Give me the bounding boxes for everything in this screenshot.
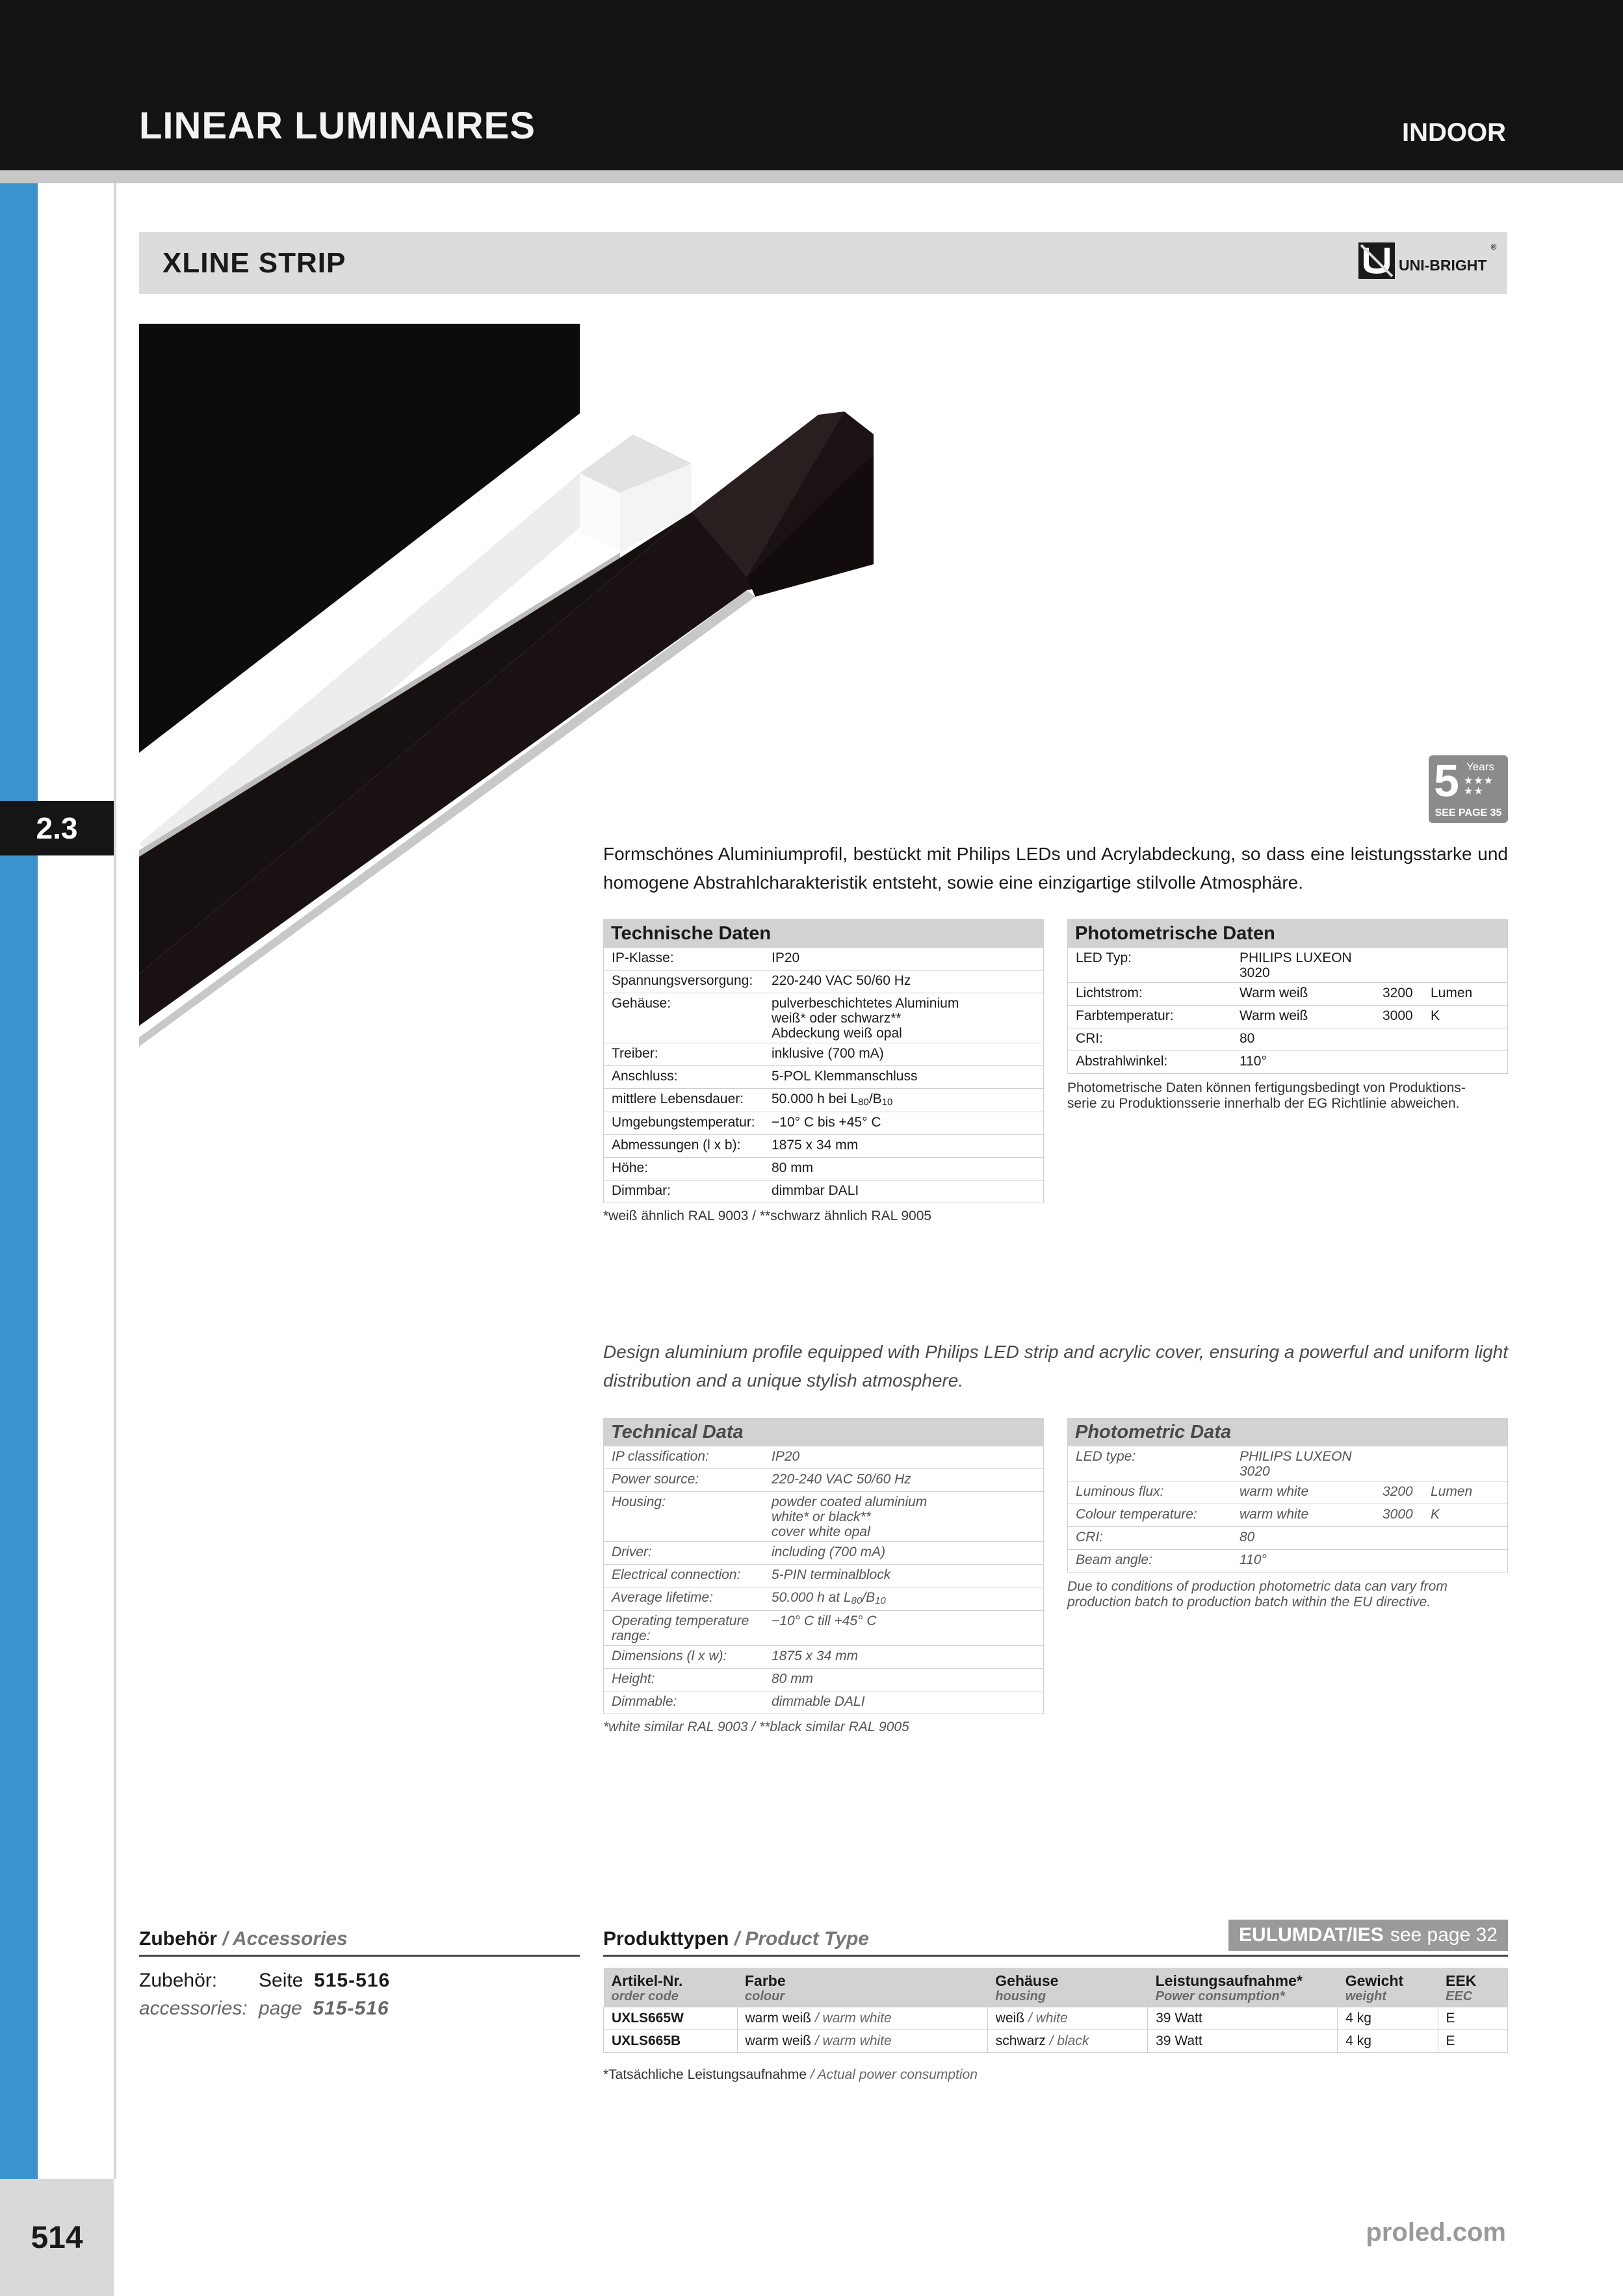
spec-row xyxy=(603,1135,1044,1158)
spec-value: powder coated aluminium white* or black** cover white opal xyxy=(772,1494,928,1539)
spec-value-sub: 80 xyxy=(851,1595,863,1606)
colour-cell xyxy=(737,2007,987,2030)
accessories-page-word-de: Seite xyxy=(259,1970,304,1991)
column-header-en: Power consumption* xyxy=(1155,1989,1285,2003)
photometric-row xyxy=(1067,1006,1508,1028)
photometric-unit: Lumen xyxy=(1431,985,1473,1000)
photometric-value: warm white xyxy=(1240,1484,1309,1499)
photometric-label: CRI: xyxy=(1076,1530,1103,1545)
photometric-amount xyxy=(1383,1507,1507,1524)
spec-row xyxy=(603,1181,1044,1203)
spec-row xyxy=(603,1542,1044,1565)
photometric-value: 80 xyxy=(1240,1031,1255,1046)
accessories-heading-en: / Accessories xyxy=(222,1928,348,1950)
accessories-page-range-en: 515-516 xyxy=(313,1998,389,2019)
photometric-unit: K xyxy=(1431,1507,1440,1522)
column-header xyxy=(604,1968,738,2007)
warranty-see-page[interactable]: SEE PAGE 35 xyxy=(1435,807,1502,818)
photometric-amount xyxy=(1383,985,1507,1003)
colour-en: / warm white xyxy=(814,2011,892,2026)
uni-bright-logo-icon xyxy=(1358,242,1395,279)
spec-row xyxy=(603,1669,1044,1691)
photometric-value: warm white xyxy=(1240,1507,1309,1522)
colour-de: warm weiß xyxy=(745,2011,812,2026)
accessories-heading xyxy=(139,1928,348,1950)
spec-value: 5-PIN terminalblock xyxy=(772,1567,891,1582)
website-link[interactable]: proled.com xyxy=(1366,2218,1506,2247)
spec-value-mid: /B xyxy=(862,1590,876,1605)
photometric-number: 3200 xyxy=(1383,1484,1413,1499)
accessories-link-en[interactable] xyxy=(259,1998,389,2020)
accessories-page-range-de: 515-516 xyxy=(314,1970,391,1991)
photometric-unit: Lumen xyxy=(1431,1484,1473,1499)
eulumdat-page: see page 32 xyxy=(1390,1924,1498,1946)
technical-data-table-en xyxy=(603,1418,1044,1735)
column-header-en: housing xyxy=(995,1989,1046,2003)
power-cell: 39 Watt xyxy=(1148,2030,1338,2053)
spec-row xyxy=(603,1089,1044,1112)
spec-value: 220-240 VAC 50/60 Hz xyxy=(772,1472,911,1487)
spec-label: IP classification: xyxy=(612,1449,709,1464)
spec-value: including (700 mA) xyxy=(772,1545,886,1559)
spec-label: Anschluss: xyxy=(612,1069,678,1084)
photometric-row xyxy=(1067,1504,1508,1527)
spec-label: Driver: xyxy=(612,1545,652,1559)
spec-label: Gehäuse: xyxy=(612,996,671,1011)
section-tab[interactable]: 2.3 xyxy=(0,801,114,855)
spec-value: IP20 xyxy=(772,950,800,965)
photometric-unit: K xyxy=(1431,1008,1440,1023)
photometric-number: 3200 xyxy=(1383,985,1413,1000)
spec-value-mid: /B xyxy=(868,1091,882,1106)
table-title: Technical Data xyxy=(603,1418,1044,1446)
table-footnote: Due to conditions of production photometric data can vary from production batch to production batch within the EU directive. xyxy=(1067,1579,1448,1610)
spec-label: Power source: xyxy=(612,1472,699,1487)
spec-label: Height: xyxy=(612,1671,655,1686)
spec-value: 220-240 VAC 50/60 Hz xyxy=(772,973,911,988)
spec-value-sub: 10 xyxy=(875,1595,886,1606)
photometric-row xyxy=(1067,1550,1508,1572)
photometric-row xyxy=(1067,1446,1508,1481)
photometric-amount xyxy=(1383,1530,1507,1547)
column-header-de: Gewicht xyxy=(1345,1972,1404,1989)
weight-cell: 4 kg xyxy=(1338,2030,1438,2053)
spec-value: −10° C till +45° C xyxy=(772,1613,877,1628)
photometric-amount xyxy=(1383,1031,1507,1049)
column-header-de: Farbe xyxy=(745,1972,786,1989)
power-note-de: *Tatsächliche Leistungsaufnahme xyxy=(603,2067,807,2082)
weight-cell: 4 kg xyxy=(1338,2007,1438,2030)
column-header-de: Gehäuse xyxy=(995,1972,1059,1989)
housing-de: weiß xyxy=(995,2011,1025,2026)
colour-en: / warm white xyxy=(814,2033,892,2048)
spec-value: 1875 x 34 mm xyxy=(772,1138,859,1153)
product-title: XLINE STRIP xyxy=(162,247,346,279)
spec-label: Operating temperature range: xyxy=(612,1613,749,1643)
spec-value: dimmable DALI xyxy=(772,1694,865,1709)
photometric-value: PHILIPS LUXEON 3020 xyxy=(1240,1449,1352,1479)
accessories-row-de xyxy=(139,1970,390,1992)
photometric-number: 3000 xyxy=(1383,1008,1413,1023)
photometric-amount xyxy=(1383,1484,1507,1502)
photometric-amount xyxy=(1383,1054,1507,1071)
column-header xyxy=(987,1968,1147,2007)
spec-label: Abmessungen (l x b): xyxy=(612,1138,741,1153)
spec-row xyxy=(603,1446,1044,1469)
page-number: 514 xyxy=(0,2179,114,2296)
spec-label: mittlere Lebensdauer: xyxy=(612,1091,744,1106)
photometric-row xyxy=(1067,1527,1508,1550)
photometric-number: 3000 xyxy=(1383,1507,1413,1522)
description-en: Design aluminium profile equipped with Philips LED strip and acrylic cover, ensuring a powerful and uniform light distribution and a unique stylish atmosphere. xyxy=(603,1342,1508,1390)
spec-value: 1875 x 34 mm xyxy=(772,1649,859,1663)
photometric-value: 80 xyxy=(1240,1530,1255,1545)
technical-data-table-de xyxy=(603,919,1044,1224)
spec-label: Average lifetime: xyxy=(612,1590,714,1605)
spec-value-sub: 10 xyxy=(881,1097,893,1108)
photometric-label: Farbtemperatur: xyxy=(1076,1008,1174,1023)
table-footnote: *weiß ähnlich RAL 9003 / **schwarz ähnlich RAL 9005 xyxy=(603,1208,932,1223)
photometric-data-table-de xyxy=(1067,919,1508,1112)
spec-label: Dimmable: xyxy=(612,1694,677,1709)
photometric-value: 110° xyxy=(1240,1552,1267,1567)
spec-label: IP-Klasse: xyxy=(612,950,674,965)
page-category-title: LINEAR LUMINAIRES xyxy=(139,105,536,147)
spec-row xyxy=(603,1043,1044,1066)
photometric-label: CRI: xyxy=(1076,1031,1103,1046)
photometric-label: LED Typ: xyxy=(1076,950,1132,965)
brand-tm: ® xyxy=(1490,242,1497,252)
spec-row xyxy=(603,1646,1044,1669)
product-types-header-row xyxy=(604,1968,1508,2007)
spec-value: IP20 xyxy=(772,1449,800,1464)
spec-value: pulverbeschichtetes Aluminium weiß* oder schwarz** Abdeckung weiß opal xyxy=(772,996,959,1041)
brand-logo xyxy=(1358,242,1496,279)
spec-label: Dimmbar: xyxy=(612,1183,671,1198)
photometric-label: Beam angle: xyxy=(1076,1552,1152,1567)
spec-value: inklusive (700 mA) xyxy=(772,1046,884,1061)
accessories-label-de: Zubehör: xyxy=(139,1970,218,1991)
housing-en: / white xyxy=(1028,2011,1068,2026)
photometric-row xyxy=(1067,1051,1508,1074)
header-strip xyxy=(0,170,1623,183)
table-title: Photometric Data xyxy=(1067,1418,1508,1446)
photometric-row xyxy=(1067,983,1508,1006)
spec-row xyxy=(603,1492,1044,1542)
photometric-data-table-en xyxy=(1067,1418,1508,1610)
column-header xyxy=(1148,1968,1338,2007)
column-header-en: weight xyxy=(1345,1989,1387,2003)
product-types-heading xyxy=(603,1928,869,1950)
description-de: Formschönes Aluminiumprofil, bestückt mit Philips LEDs und Acrylabdeckung, so dass eine leistungsstarke und homogene Abstrahlcharakteristik entsteht, sowie eine einzigartige stilvolle Atmosphäre. xyxy=(603,844,1508,893)
accessories-link-de[interactable] xyxy=(259,1970,390,1992)
column-header-de: Leistungsaufnahme* xyxy=(1155,1972,1303,1989)
product-row[interactable] xyxy=(604,2030,1508,2053)
spec-label: Umgebungstemperatur: xyxy=(612,1115,755,1130)
accessories-row-en xyxy=(139,1998,389,2020)
photometric-value: Warm weiß xyxy=(1240,985,1308,1000)
spec-value: 80 mm xyxy=(772,1160,814,1175)
column-header xyxy=(1338,1968,1438,2007)
photometric-label: Colour temperature: xyxy=(1076,1507,1197,1522)
spec-label: Treiber: xyxy=(612,1046,658,1061)
warranty-years-label: Years xyxy=(1466,761,1494,773)
housing-cell xyxy=(987,2030,1147,2053)
column-header-de: EEK xyxy=(1446,1972,1477,1989)
spec-value: −10° C bis +45° C xyxy=(772,1115,881,1130)
accessories-label-en: accessories: xyxy=(139,1998,248,2019)
table-footnote: Photometrische Daten können fertigungsbedingt von Produktions- serie zu Produktionsserie innerhalb der EG Richtlinie abweichen. xyxy=(1067,1080,1466,1111)
housing-en: / black xyxy=(1049,2033,1089,2048)
spec-label: Housing: xyxy=(612,1494,666,1509)
page-category-indoor: INDOOR xyxy=(1402,118,1506,147)
photometric-row xyxy=(1067,948,1508,983)
power-cell: 39 Watt xyxy=(1148,2007,1338,2030)
photometric-label: Lichtstrom: xyxy=(1076,985,1143,1000)
accessories-page-word-en: page xyxy=(259,1998,302,2019)
photometric-row xyxy=(1067,1028,1508,1051)
column-header-en: EEC xyxy=(1446,1989,1473,2003)
spec-row xyxy=(603,1691,1044,1714)
housing-de: schwarz xyxy=(995,2033,1046,2048)
spec-value-sub: 80 xyxy=(858,1097,869,1108)
product-types-table xyxy=(603,1968,1508,2053)
warranty-badge xyxy=(1429,755,1508,823)
column-header xyxy=(1438,1968,1507,2007)
spec-row xyxy=(603,1587,1044,1611)
photometric-amount xyxy=(1383,1008,1507,1026)
photometric-label: LED type: xyxy=(1076,1449,1136,1464)
photometric-value: Warm weiß xyxy=(1240,1008,1308,1023)
colour-cell xyxy=(737,2030,987,2053)
order-code: UXLS665B xyxy=(604,2030,738,2053)
photometric-row xyxy=(1067,1481,1508,1504)
column-header-en: order code xyxy=(611,1989,679,2003)
order-code: UXLS665W xyxy=(604,2007,738,2030)
photometric-value: PHILIPS LUXEON 3020 xyxy=(1240,950,1352,980)
side-divider xyxy=(114,183,116,2179)
column-header xyxy=(737,1968,987,2007)
spec-row xyxy=(603,993,1044,1043)
spec-row xyxy=(603,1611,1044,1646)
eec-cell: E xyxy=(1438,2007,1507,2030)
spec-row xyxy=(603,971,1044,993)
spec-value: 80 mm xyxy=(772,1671,814,1686)
spec-row xyxy=(603,1565,1044,1587)
accessories-heading-de: Zubehör xyxy=(139,1928,217,1950)
spec-row xyxy=(603,1469,1044,1492)
table-footnote: *white similar RAL 9003 / **black similar RAL 9005 xyxy=(603,1719,909,1734)
side-accent-bar xyxy=(0,183,38,2179)
product-types-rule xyxy=(603,1955,1508,1957)
table-title: Photometrische Daten xyxy=(1067,919,1508,948)
spec-label: Electrical connection: xyxy=(612,1567,741,1582)
photometric-value: 110° xyxy=(1240,1054,1267,1069)
spec-row xyxy=(603,1158,1044,1181)
product-row[interactable] xyxy=(604,2007,1508,2030)
photometric-amount xyxy=(1383,1552,1507,1570)
photometric-amount xyxy=(1383,950,1507,980)
colour-de: warm weiß xyxy=(745,2033,812,2048)
spec-value-text: 50.000 h at L xyxy=(772,1590,851,1605)
photometric-label: Abstrahlwinkel: xyxy=(1076,1054,1168,1069)
spec-row xyxy=(603,1066,1044,1089)
spec-row xyxy=(603,1112,1044,1135)
brand-name: UNI-BRIGHT xyxy=(1399,256,1487,274)
photometric-amount xyxy=(1383,1449,1507,1479)
spec-value: dimmbar DALI xyxy=(772,1183,859,1198)
warranty-years-number: 5 xyxy=(1434,755,1459,806)
power-note-en: / Actual power consumption xyxy=(810,2067,978,2082)
spec-value: 5-POL Klemmanschluss xyxy=(772,1069,918,1084)
eulumdat-link[interactable] xyxy=(1228,1920,1508,1951)
spec-label: Dimensions (l x w): xyxy=(612,1649,727,1663)
product-types-heading-de: Produkttypen xyxy=(603,1928,729,1950)
spec-value xyxy=(772,1091,1043,1110)
spec-value-text: 50.000 h bei L xyxy=(772,1091,859,1106)
accessories-rule xyxy=(139,1955,580,1957)
warranty-stars-icon: ★★★ ★★ xyxy=(1464,776,1494,797)
spec-value xyxy=(772,1590,1043,1608)
table-title: Technische Daten xyxy=(603,919,1044,948)
column-header-en: colour xyxy=(745,1989,785,2003)
column-header-de: Artikel-Nr. xyxy=(611,1972,683,1989)
eulumdat-label: EULUMDAT/IES xyxy=(1239,1924,1384,1946)
spec-row xyxy=(603,948,1044,971)
product-types-heading-en: / Product Type xyxy=(734,1928,869,1950)
eec-cell: E xyxy=(1438,2030,1507,2053)
power-consumption-note xyxy=(603,2067,978,2083)
spec-label: Spannungsversorgung: xyxy=(612,973,753,988)
photometric-label: Luminous flux: xyxy=(1076,1484,1164,1499)
spec-label: Höhe: xyxy=(612,1160,649,1175)
housing-cell xyxy=(987,2007,1147,2030)
